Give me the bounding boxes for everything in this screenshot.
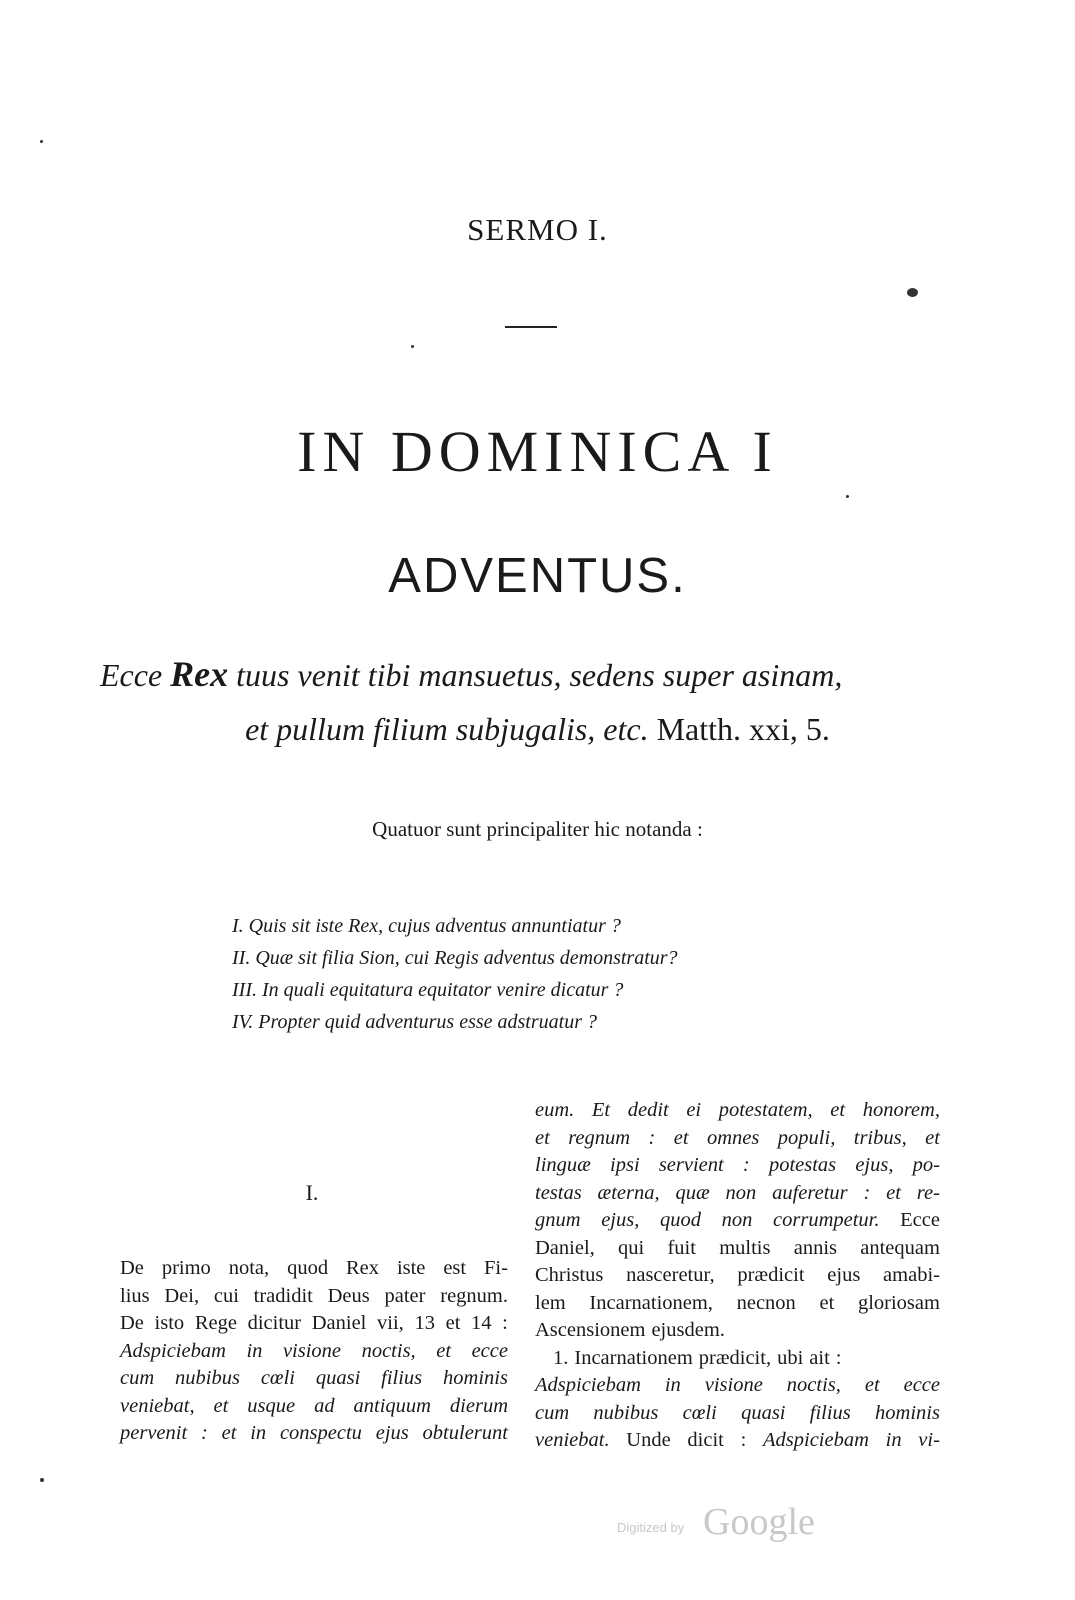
word: Fi- — [484, 1257, 508, 1279]
word: et — [445, 1312, 461, 1334]
word: Ecce — [900, 1209, 940, 1231]
word: ejus — [827, 1264, 861, 1286]
word: obtulerunt — [422, 1422, 508, 1444]
word: fuit — [667, 1236, 696, 1259]
word: et — [436, 1339, 452, 1362]
separator-rule — [505, 326, 557, 328]
question-item: II. Quæ sit filia Sion, cui Regis adventus demonstratur? — [232, 947, 678, 969]
word: cœli — [682, 1401, 717, 1424]
text-line — [535, 1152, 940, 1180]
word: veniebat. — [535, 1429, 610, 1451]
word: ejus — [375, 1422, 409, 1444]
digitized-watermark — [617, 1500, 857, 1550]
word: testas — [535, 1181, 582, 1204]
word: prædicit, — [698, 1346, 772, 1369]
word: veniebat, — [120, 1394, 195, 1417]
text-line — [120, 1338, 508, 1366]
right-text-column — [535, 1097, 940, 1455]
word: servient — [658, 1154, 724, 1176]
word: po- — [912, 1154, 940, 1176]
epigraph-text-2: et pullum filium subjugalis, etc. — [245, 711, 649, 747]
word: cui — [213, 1284, 239, 1307]
word: cum — [535, 1401, 570, 1424]
question-item: III. In quali equitatura equitator venire dicatur ? — [232, 979, 624, 1001]
word: qui — [618, 1236, 645, 1259]
word: amabi- — [883, 1264, 940, 1286]
word: nasceretur, — [626, 1264, 715, 1286]
word: cum — [120, 1367, 155, 1389]
word: nota, — [228, 1257, 270, 1279]
ink-speck — [40, 140, 43, 143]
word: : — [740, 1429, 747, 1451]
word: ubi — [777, 1346, 804, 1369]
word: et — [673, 1126, 689, 1149]
google-logo: Google — [703, 1501, 815, 1543]
text-line — [120, 1365, 508, 1393]
word: et — [830, 1099, 846, 1121]
word: De — [120, 1257, 144, 1279]
epigraph-word-rex: Rex — [170, 654, 229, 694]
word: pervenit — [120, 1422, 188, 1444]
word: Daniel — [311, 1312, 367, 1334]
text-line — [535, 1125, 940, 1153]
word: lius — [120, 1284, 150, 1307]
word: eum. — [535, 1099, 575, 1121]
word: ipsi — [610, 1154, 640, 1176]
word: et — [925, 1126, 940, 1149]
word: usque — [247, 1394, 296, 1417]
word: dedit — [627, 1099, 669, 1121]
word: quod — [287, 1257, 329, 1279]
word: 14 — [471, 1312, 492, 1334]
word: est — [443, 1257, 467, 1279]
epigraph-reference: Matth. xxi, 5. — [656, 711, 830, 747]
word: vi- — [918, 1429, 940, 1451]
word: re- — [916, 1181, 940, 1204]
word: primo — [161, 1257, 211, 1279]
word: lem — [535, 1291, 566, 1314]
word: ait — [809, 1346, 830, 1369]
word: visione — [704, 1374, 763, 1396]
intro-sentence: Quatuor sunt principaliter hic notanda : — [372, 817, 703, 841]
word: necnon — [736, 1291, 796, 1314]
word: populi, — [777, 1126, 836, 1149]
text-line — [120, 1420, 508, 1448]
word: ecce — [903, 1374, 940, 1396]
word: vii, — [377, 1312, 404, 1334]
left-text-column — [120, 1255, 508, 1448]
word: Rex — [345, 1257, 380, 1279]
word: Dei, — [164, 1284, 200, 1307]
word: gnum — [535, 1209, 581, 1231]
word: et — [819, 1291, 835, 1314]
word: dicitur — [247, 1312, 302, 1334]
word: et — [535, 1126, 550, 1149]
text-line — [535, 1345, 940, 1373]
word: Et — [591, 1099, 611, 1121]
text-line — [120, 1255, 508, 1283]
word: Adspiciebam — [763, 1429, 869, 1451]
word: Daniel, — [535, 1236, 595, 1259]
word: visione — [282, 1339, 342, 1362]
word: quod — [660, 1209, 701, 1231]
word: ejusdem. — [651, 1319, 725, 1341]
word: ad — [314, 1394, 335, 1417]
word: gloriosam — [857, 1291, 940, 1314]
text-line — [535, 1097, 940, 1125]
epigraph-line-1 — [100, 653, 970, 695]
word: 13 — [414, 1312, 435, 1334]
word: et — [886, 1181, 901, 1204]
section-number: I. — [305, 1180, 319, 1205]
word: hominis — [443, 1367, 508, 1389]
word: in — [664, 1374, 681, 1396]
word: Unde — [626, 1429, 671, 1451]
word: potestas — [768, 1154, 837, 1176]
text-line — [120, 1283, 508, 1311]
word: in — [246, 1339, 263, 1362]
text-line — [535, 1290, 940, 1318]
word: Christus — [535, 1264, 604, 1286]
word: Adspiciebam — [120, 1339, 226, 1362]
epigraph-word-ecce: Ecce — [100, 657, 163, 693]
word: tradidit — [253, 1284, 313, 1307]
word: et — [864, 1374, 880, 1396]
word: prædicit — [737, 1264, 805, 1286]
word: æterna, — [597, 1181, 660, 1204]
watermark-prefix: Digitized by — [617, 1520, 685, 1535]
word: potestatem, — [718, 1099, 813, 1121]
ink-speck — [411, 345, 414, 348]
word: antequam — [860, 1236, 940, 1259]
word: Incarnationem, — [589, 1291, 713, 1314]
word: ei — [686, 1099, 702, 1121]
text-line — [535, 1317, 940, 1345]
text-line — [535, 1207, 940, 1235]
text-line — [535, 1400, 940, 1428]
title-line-2: ADVENTUS. — [388, 549, 687, 603]
text-line — [120, 1310, 508, 1338]
question-item: IV. Propter quid adventurus esse adstruatur ? — [232, 1011, 597, 1033]
text-line — [120, 1393, 508, 1421]
epigraph-text: tuus venit tibi mansuetus, sedens super asinam, — [236, 657, 843, 693]
sermon-heading: SERMO I. — [467, 212, 608, 247]
text-line — [535, 1180, 940, 1208]
word: Deus — [327, 1284, 370, 1307]
word: quasi — [315, 1367, 361, 1389]
word: Adspiciebam — [535, 1374, 641, 1396]
text-line — [535, 1262, 940, 1290]
word: hominis — [875, 1401, 940, 1424]
word: : — [835, 1346, 842, 1369]
word: quæ — [675, 1181, 710, 1204]
word: nubibus — [175, 1367, 240, 1389]
word: cœli — [260, 1367, 295, 1389]
ink-speck — [40, 1478, 44, 1482]
word: : — [648, 1126, 656, 1149]
word: quasi — [741, 1401, 786, 1424]
epigraph-line-2 — [0, 711, 1075, 748]
ink-blot — [907, 288, 918, 297]
text-line — [535, 1427, 940, 1455]
word: auferetur — [772, 1181, 848, 1204]
word: nubibus — [593, 1401, 659, 1424]
word: conspectu — [279, 1422, 362, 1444]
word: et — [213, 1394, 229, 1417]
word: ejus, — [855, 1154, 894, 1176]
word: et — [221, 1422, 237, 1444]
word: Ascensionem — [535, 1319, 646, 1341]
word: non — [721, 1209, 753, 1231]
word: multis — [719, 1236, 771, 1259]
word: isto — [154, 1312, 185, 1334]
question-list — [232, 910, 872, 1038]
word: ecce — [471, 1339, 508, 1362]
word: ejus, — [601, 1209, 640, 1231]
word: Rege — [194, 1312, 237, 1334]
word: annis — [793, 1236, 837, 1259]
word: noctis, — [361, 1339, 416, 1362]
word: 1. — [553, 1346, 569, 1369]
question-item: I. Quis sit iste Rex, cujus adventus annuntiatur ? — [232, 915, 621, 937]
word: : — [502, 1312, 508, 1334]
word: dierum — [449, 1394, 508, 1417]
word: corrumpetur. — [773, 1209, 880, 1231]
word: omnes — [706, 1126, 760, 1149]
word: De — [120, 1312, 144, 1334]
ink-speck — [846, 495, 849, 498]
word: in — [885, 1429, 902, 1451]
word: : — [742, 1154, 750, 1176]
word: dicit — [687, 1429, 724, 1451]
word: iste — [396, 1257, 426, 1279]
word: honorem, — [862, 1099, 940, 1121]
word: : — [863, 1181, 871, 1204]
word: regnum. — [440, 1284, 508, 1307]
word: in — [250, 1422, 267, 1444]
word: filius — [809, 1401, 851, 1424]
word: antiquum — [353, 1394, 431, 1417]
word: noctis, — [786, 1374, 841, 1396]
word: non — [725, 1181, 757, 1204]
text-line — [535, 1372, 940, 1400]
word: : — [200, 1422, 208, 1444]
word: linguæ — [535, 1154, 591, 1176]
word: tribus, — [853, 1126, 907, 1149]
word: pater — [384, 1284, 426, 1307]
word: filius — [381, 1367, 423, 1389]
title-line-1: IN DOMINICA I — [297, 419, 778, 484]
word: Incarnationem — [574, 1346, 693, 1369]
word: regnum — [568, 1126, 631, 1149]
text-line — [535, 1235, 940, 1263]
